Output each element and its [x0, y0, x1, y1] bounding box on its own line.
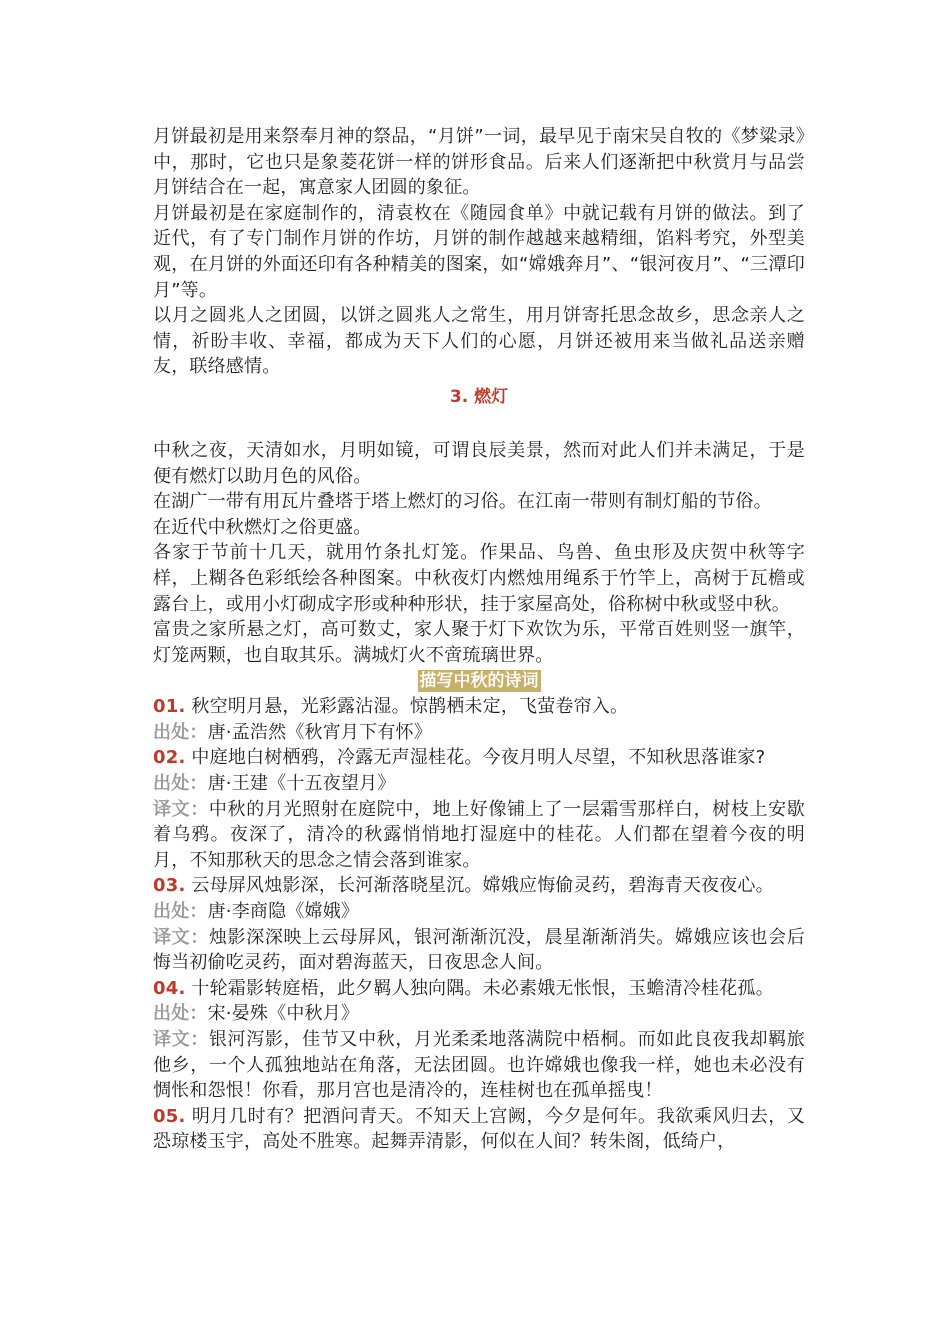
poem-source: 宋·晏殊《中秋月》 [207, 1003, 360, 1025]
poem-text: 十轮霜影转庭梧，此夕羁人独向隅。未必素娥无怅恨，玉蟾清冷桂花孤。 [191, 977, 774, 999]
intro-paragraph-2: 月饼最初是在家庭制作的，清袁枚在《随园食单》中就记载有月饼的做法。到了近代，有了专门制作月饼的作坊，月饼的制作越越来越精细，馅料考究，外型美观，在月饼的外面还印有各种精美的图案，如“嫦娥奔月”、“银河夜月”、“三潭印月”等。 [153, 202, 805, 301]
poem-source: 唐·王建《十五夜望月》 [207, 773, 396, 795]
poem-translation-line [153, 797, 805, 874]
poems-heading-wrap [153, 668, 805, 694]
translation-label: 译文： [153, 798, 209, 820]
poem-translation: 银河泻影，佳节又中秋，月光柔柔地落满院中梧桐。而如此良夜我却羁旅他乡，一个人孤独地站在角落，无法团圆。也许嫦娥也像我一样，她也未必没有惆怅和怨恨！你看，那月宫也是清冷的，连桂树也在孤单摇曳！ [153, 1029, 805, 1102]
poem-text: 中庭地白树栖鸦，冷露无声湿桂花。今夜月明人尽望，不知秋思落谁家? [191, 747, 766, 769]
document-page [153, 124, 805, 1155]
lantern-paragraph-5: 富贵之家所悬之灯，高可数丈，家人聚于灯下欢饮为乐，平常百姓则竖一旗竿，灯笼两颗，也自取其乐。满城灯火不啻琉璃世界。 [153, 619, 805, 666]
poem-number: 04. [153, 977, 186, 999]
translation-label: 译文： [153, 1029, 209, 1050]
source-label: 出处： [153, 721, 208, 743]
intro-paragraph-3: 以月之圆兆人之团圆，以饼之圆兆人之常生，用月饼寄托思念故乡，思念亲人之情，祈盼丰收、幸福，都成为天下人们的心愿，月饼还被用来当做礼品送亲赠友，联络感情。 [153, 305, 805, 378]
poem-source: 唐·李商隐《嫦娥》 [207, 901, 360, 923]
poem-line [153, 1104, 805, 1155]
source-label: 出处： [153, 773, 208, 795]
translation-label: 译文： [153, 926, 209, 948]
poem-line [153, 745, 805, 771]
poem-translation: 烛影深深映上云母屏风，银河渐渐沉没，晨星渐渐消失。嫦娥应该也会后悔当初偷吃灵药，面对碧海蓝天，日夜思念人间。 [153, 926, 805, 974]
lantern-paragraph-3: 在近代中秋燃灯之俗更盛。 [153, 516, 372, 538]
source-label: 出处： [153, 1003, 208, 1025]
poem-number: 05. [153, 1105, 186, 1127]
poem-translation-line [153, 925, 805, 976]
poem-line [153, 873, 805, 899]
poems-heading: 描写中秋的诗词 [419, 671, 539, 692]
poem-source-line [153, 1001, 805, 1027]
lantern-paragraph-2: 在湖广一带有用瓦片叠塔于塔上燃灯的习俗。在江南一带则有制灯船的节俗。 [153, 491, 772, 513]
poem-source-line [153, 899, 805, 925]
poem-text: 云母屏风烛影深，长河渐落晓星沉。嫦娥应悔偷灵药，碧海青天夜夜心。 [191, 875, 774, 897]
source-label: 出处： [153, 901, 208, 923]
poem-text: 秋空明月悬，光彩露沾湿。惊鹊栖未定，飞萤卷帘入。 [191, 696, 629, 718]
spacer [153, 410, 805, 438]
section-heading-lanterns: 3. 燃灯 [449, 386, 509, 407]
poem-number: 01. [153, 696, 186, 718]
poem-source: 唐·孟浩然《秋宵月下有怀》 [207, 721, 432, 743]
poem-translation: 中秋的月光照射在庭院中，地上好像铺上了一层霜雪那样白，树枝上安歇着乌鸦。夜深了，清冷的秋露悄悄地打湿庭中的桂花。人们都在望着今夜的明月，不知那秋天的思念之情会落到谁家。 [153, 798, 805, 871]
lantern-paragraph-1: 中秋之夜，天清如水，月明如镜，可谓良辰美景，然而对此人们并未满足，于是便有燃灯以助月色的风俗。 [153, 439, 805, 487]
poem-source-line [153, 720, 805, 746]
poem-line [153, 694, 805, 720]
poem-translation-line [153, 1027, 805, 1104]
poem-number: 03. [153, 875, 186, 897]
poem-source-line [153, 771, 805, 797]
poem-text: 明月几时有？把酒问青天。不知天上宫阙，今夕是何年。我欲乘风归去，又恐琼楼玉宇，高处不胜寒。起舞弄清影，何似在人间？转朱阁，低绮户， [153, 1105, 806, 1153]
poem-line [153, 976, 805, 1002]
intro-paragraph-1: 月饼最初是用来祭奉月神的祭品，“月饼”一词，最早见于南宋吴自牧的《梦粱录》中，那时，它也只是象菱花饼一样的饼形食品。后来人们逐渐把中秋赏月与品尝月饼结合在一起，寓意家人团圆的象征。 [153, 126, 805, 199]
poem-number: 02. [153, 747, 186, 769]
lantern-paragraph-4: 各家于节前十几天，就用竹条扎灯笼。作果品、鸟兽、鱼虫形及庆贺中秋等字样，上糊各色彩纸绘各种图案。中秋夜灯内燃烛用绳系于竹竿上，高树于瓦檐或露台上，或用小灯砌成字形或种种形状，挂于家屋高处，俗称树中秋或竖中秋。 [153, 542, 805, 615]
